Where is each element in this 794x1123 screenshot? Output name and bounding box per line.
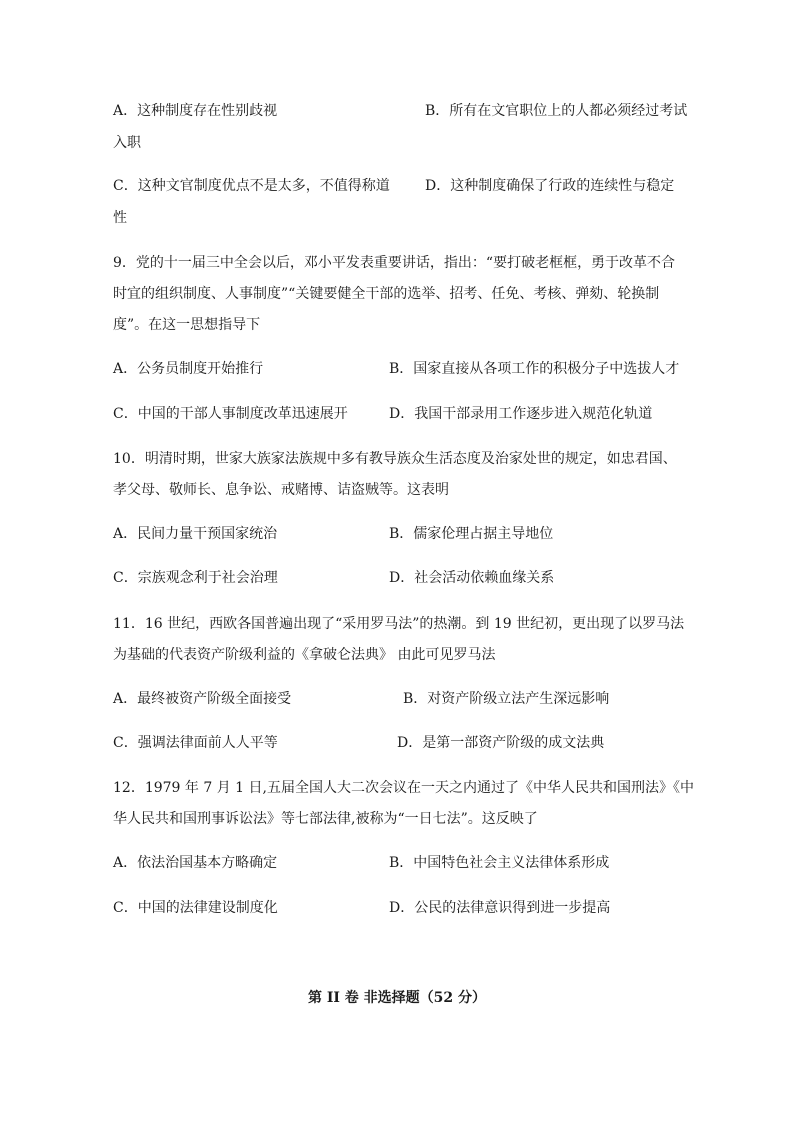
q11-stem-line: 11．16 世纪，西欧各国普遍出现了“采用罗马法”的热潮。到 19 世纪初，更出现了以罗马法	[113, 616, 685, 632]
q10-option-b: B．儒家伦理占据主导地位	[389, 526, 554, 542]
q11-option-c: C．强调法律面前人人平等	[113, 735, 278, 751]
q11-option-a: A．最终被资产阶级全面接受	[113, 691, 292, 707]
q8-option-c: C．这种文官制度优点不是太多，不值得称道	[113, 178, 390, 194]
q10-option-a: A．民间力量干预国家统治	[113, 526, 278, 542]
q12-option-c: C．中国的法律建设制度化	[113, 900, 278, 916]
q9-option-d: D．我国干部录用工作逐步进入规范化轨道	[389, 406, 653, 422]
q12-stem-line: 华人民共和国刑事诉讼法》等七部法律,被称为“一日七法”。这反映了	[113, 811, 538, 827]
q11-option-b: B．对资产阶级立法产生深远影响	[403, 691, 610, 707]
q8-option-b-continuation: 入职	[113, 135, 141, 151]
q9-stem-line: 9．党的十一届三中全会以后，邓小平发表重要讲话，指出：“要打破老框框，勇于改革不合	[113, 255, 676, 271]
q11-stem-line: 为基础的代表资产阶级利益的《拿破仑法典》 由此可见罗马法	[113, 647, 496, 663]
q12-option-a: A．依法治国基本方略确定	[113, 855, 278, 871]
q9-stem-line: 度”。在这一思想指导下	[113, 317, 261, 333]
q10-option-c: C．宗族观念利于社会治理	[113, 570, 278, 586]
q9-stem-line: 时宜的组织制度、人事制度”“关键要健全干部的选举、招考、任免、考核、弹劾、轮换制	[113, 286, 660, 302]
q8-option-d-continuation: 性	[113, 210, 127, 226]
section-title: 第 II 卷 非选择题（52 分）	[307, 990, 487, 1006]
q12-stem-line: 12．1979 年 7 月 1 日,五届全国人大二次会议在一天之内通过了《中华人民共和国刑法》《中	[113, 780, 694, 796]
q8-option-b: B．所有在文官职位上的人都必须经过考试	[425, 103, 688, 119]
q9-option-c: C．中国的干部人事制度改革迅速展开	[113, 406, 348, 422]
q11-option-d: D．是第一部资产阶级的成文法典	[397, 735, 605, 751]
q8-option-a: A．这种制度存在性别歧视	[113, 103, 278, 119]
q12-option-b: B．中国特色社会主义法律体系形成	[389, 855, 610, 871]
q10-option-d: D．社会活动依赖血缘关系	[389, 570, 555, 586]
q8-option-d: D．这种制度确保了行政的连续性与稳定	[425, 178, 675, 194]
q10-stem-line: 10．明清时期，世家大族家法族规中多有教导族众生活态度及治家处世的规定，如忠君国、	[113, 451, 677, 467]
q12-option-d: D．公民的法律意识得到进一步提高	[389, 900, 611, 916]
q9-option-b: B．国家直接从各项工作的积极分子中选拔人才	[389, 361, 680, 377]
q9-option-a: A．公务员制度开始推行	[113, 361, 264, 377]
q10-stem-line: 孝父母、敬师长、息争讼、戒赌博、诘盗贼等。这表明	[113, 482, 449, 498]
